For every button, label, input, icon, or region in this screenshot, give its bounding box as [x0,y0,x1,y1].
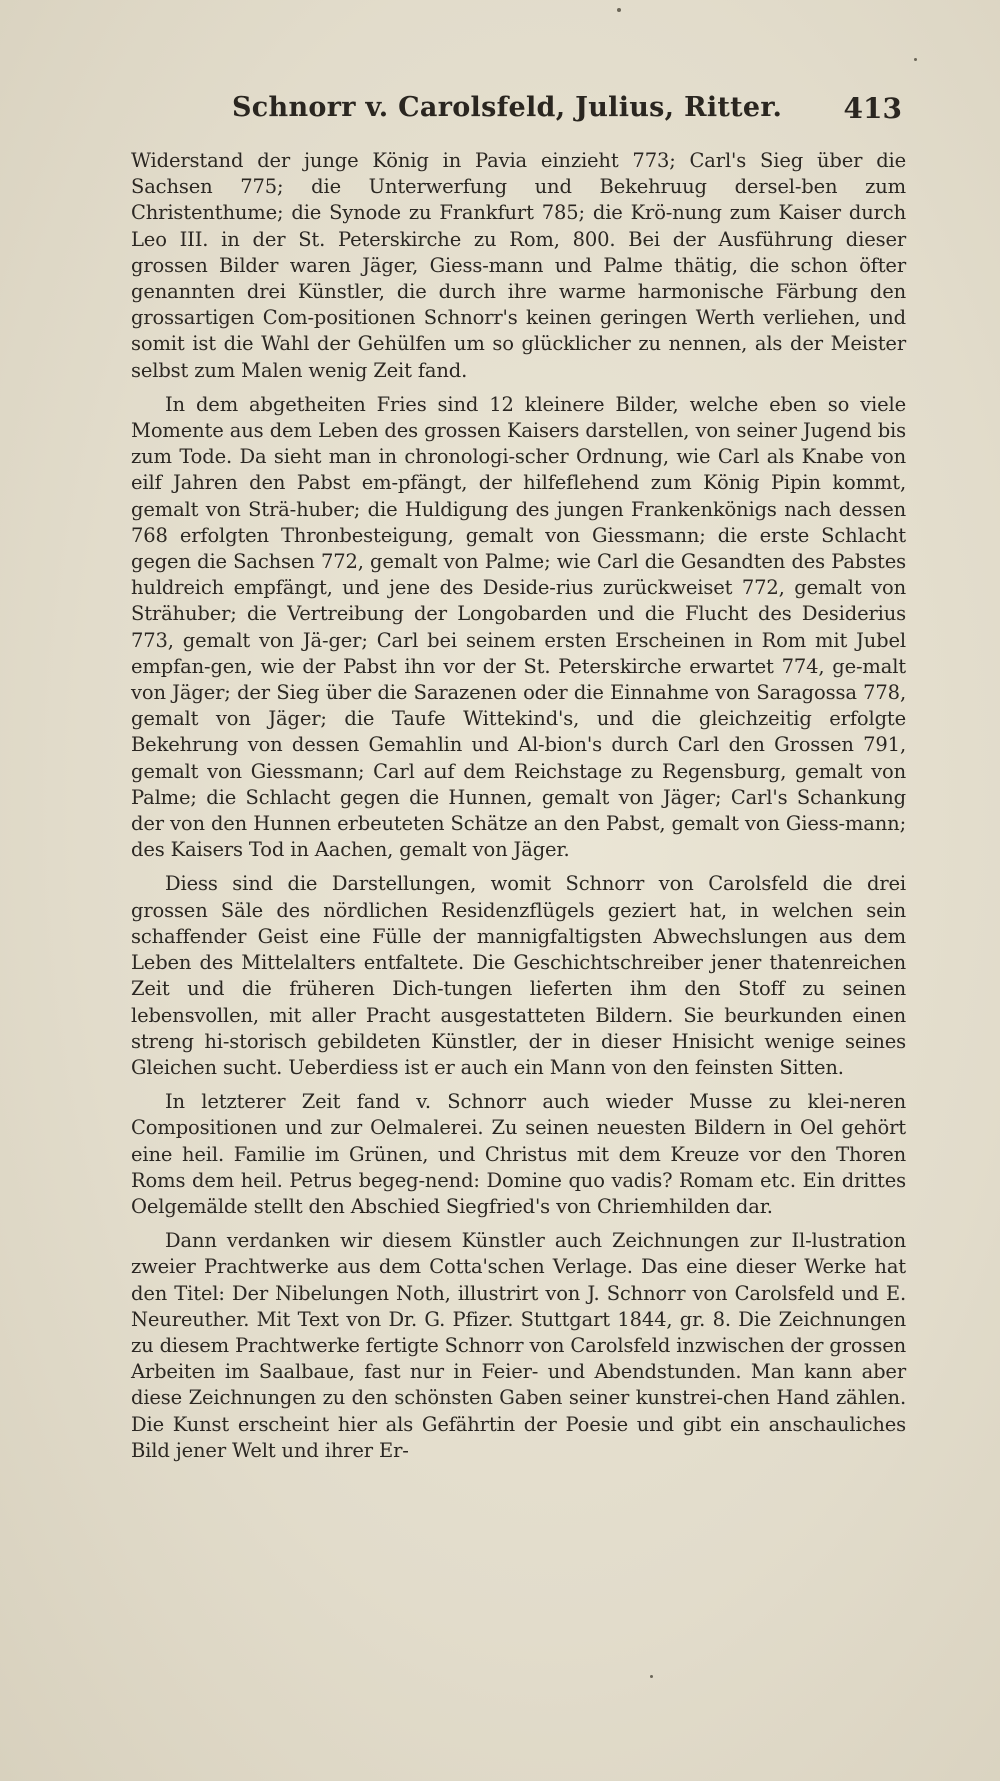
running-header [232,92,902,132]
ink-speck [650,1675,653,1678]
page-number: 413 [843,92,902,125]
body-text [131,148,906,1472]
paragraph-4: In letzterer Zeit fand v. Schnorr auch wieder Musse zu klei-neren Compositionen und zur Oelmalerei. Zu seinen neuesten Bildern in Oel gehört eine heil. Familie im Grünen, und Christus mit dem Kreuze vor den Thoren Roms dem heil. Petrus begeg-nend: Domine quo vadis? Romam etc. Ein drittes Oelgemälde stellt den Abschied Siegfried's von Chriemhilden dar. [131,1090,906,1218]
paragraph-2: In dem abgetheiten Fries sind 12 kleinere Bilder, welche eben so viele Momente aus dem Leben des grossen Kaisers darstellen, von seiner Jugend bis zum Tode. Da sieht man in chronologi-scher Ordnung, wie Carl als Knabe von eilf Jahren den Pabst em-pfängt, der hilfeflehend zum König Pipin kommt, gemalt von Strä-huber; die Huldigung des jungen Frankenkönigs nach dessen 768 erfolgten Thronbesteigung, gemalt von Giessmann; die erste Schlacht gegen die Sachsen 772, gemalt von Palme; wie Carl die Gesandten des Pabstes huldreich empfängt, und jene des Deside-rius zurückweiset 772, gemalt von Strähuber; die Vertreibung der Longobarden und die Flucht des Desiderius 773, gemalt von Jä-ger; Carl bei seinem ersten Erscheinen in Rom mit Jubel empfan-gen, wie der Pabst ihn vor der St. Peterskirche erwartet 774, ge-malt von Jäger; der Sieg über die Sarazenen oder die Einnahme von Saragossa 778, gemalt von Jäger; die Taufe Wittekind's, und die gleichzeitig erfolgte Bekehrung von dessen Gemahlin und Al-bion's durch Carl den Grossen 791, gemalt von Giessmann; Carl auf dem Reichstage zu Regensburg, gemalt von Palme; die Schlacht gegen die Hunnen, gemalt von Jäger; Carl's Schankung der von den Hunnen erbeuteten Schätze an den Pabst, gemalt von Giess-mann; des Kaisers Tod in Aachen, gemalt von Jäger. [131,392,906,862]
ink-speck [914,58,917,61]
paragraph-3: Diess sind die Darstellungen, womit Schnorr von Carolsfeld die drei grossen Säle des nördlichen Residenzflügels geziert hat, in welchen sein schaffender Geist eine Fülle der mannigfaltigsten Abwechslungen aus dem Leben des Mittelalters entfaltete. Die Geschichtschreiber jener thatenreichen Zeit und die früheren Dich-tungen lieferten ihm den Stoff zu seinen lebensvollen, mit aller Pracht ausgestatteten Bildern. Sie beurkunden einen streng hi-storisch gebildeten Künstler, der in dieser Hnisicht wenige seines Gleichen sucht. Ueberdiess ist er auch ein Mann von den feinsten Sitten. [131,872,906,1079]
ink-speck [617,8,621,12]
paragraph-5: Dann verdanken wir diesem Künstler auch Zeichnungen zur Il-lustration zweier Prachtwerke aus dem Cotta'schen Verlage. Das eine dieser Werke hat den Titel: Der Nibelungen Noth, illustrirt von J. Schnorr von Carolsfeld und E. Neureuther. Mit Text von Dr. G. Pfizer. Stuttgart 1844, gr. 8. Die Zeichnungen zu diesem Prachtwerke fertigte Schnorr von Carolsfeld inzwischen der grossen Arbeiten im Saalbaue, fast nur in Feier- und Abendstunden. Man kann aber diese Zeichnungen zu den schönsten Gaben seiner kunstrei-chen Hand zählen. Die Kunst erscheint hier als Gefährtin der Poesie und gibt ein anschauliches Bild jener Welt und ihrer Er- [131,1229,906,1462]
paragraph-1: Widerstand der junge König in Pavia einzieht 773; Carl's Sieg über die Sachsen 775; die Unterwerfung und Bekehruug dersel-ben zum Christenthume; die Synode zu Frankfurt 785; die Krö-nung zum Kaiser durch Leo III. in der St. Peterskirche zu Rom, 800. Bei der Ausführung dieser grossen Bilder waren Jäger, Giess-mann und Palme thätig, die schon öfter genannten drei Künstler, die durch ihre warme harmonische Färbung den grossartigen Com-positionen Schnorr's keinen geringen Werth verliehen, und somit ist die Wahl der Gehülfen um so glücklicher zu nennen, als der Meister selbst zum Malen wenig Zeit fand. [131,149,906,382]
running-head-title: Schnorr v. Carolsfeld, Julius, Ritter. [232,92,783,123]
